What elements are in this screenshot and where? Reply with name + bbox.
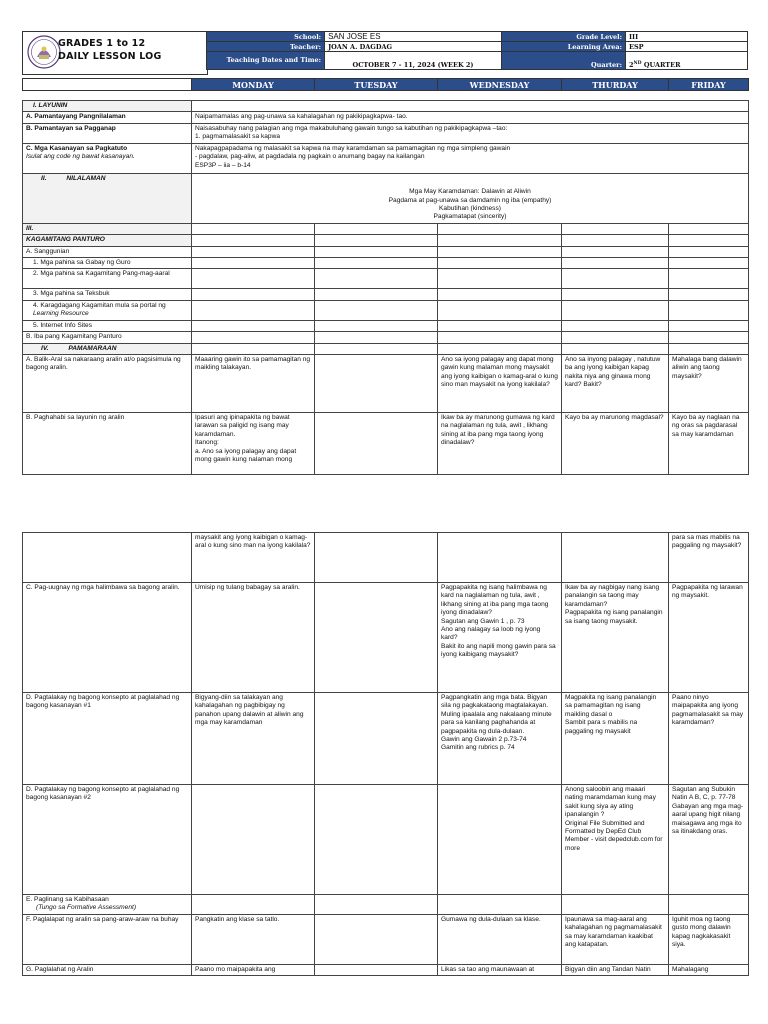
school-value: SAN JOSE ES [325,32,502,42]
kasanayan-note: Isulat ang code ng bawat kasanayan. [26,153,135,161]
pamamaraan-label: PAMAMARAAN [68,344,117,352]
kasanayan-value: Nakapagpapadama ng malasakit sa kapwa na may karamdaman sa pamamagitan ng mga simpleng gawain - pagdalaw, pag-aliw, at pagdadala ng pagkain o anumang bagay na kailangan ESP3P – iia – b-14 [192,143,749,173]
row-a-fri: Mahalaga bang dalawin aliwin ang taong maysakit? [669,355,749,413]
ref-portal-text: 4. Karagdagang Kagamitan mula sa portal ng [33,301,166,309]
row-a-thu: Ano sa inyong palagay , natutuw ba ang iyong kaibigan kapag nakita niya ang ginawa mong kard? Bakit? [562,355,669,413]
row-a-wed: Ano sa iyong palagay ang dapat mong gawin kung malaman mong maysakit ang iyong kaibigan o kamag-aral o kung sino man maysakit na iyong kakilala? [438,355,562,413]
row-d-label: D. Pagtalakay ng bagong konsepto at paglalahad ng bagong kasanayan #1 [23,693,192,785]
area-label: Learning Area: [501,42,625,52]
row-e1-thu: Anong saloobin ang maaari nating maramdaman kung may sakit kung siya ay ating ipanalangin ? Original File Submitted and Formatted by DepEd Club Member - visit depedclub.com for more [562,785,669,895]
ref-kagamitan: 2. Mga pahina sa Kagamitang Pang-mag-aaral [23,269,192,289]
row-f-wed: Gumawa ng dula-dulaan sa klase. [438,915,562,965]
lesson-grid-page-2 [22,532,749,976]
row-f-mon: Pangkatin ang klase sa tatlo. [192,915,315,965]
row-c-label: C. Pag-uugnay ng mga halimbawa sa bagong aralin. [23,583,192,693]
day-header-row [22,78,749,91]
ref-internet: 5. Internet Info Sites [23,320,192,331]
row-c-fri: Pagpapakita ng larawan ng maysakit. [669,583,749,693]
row-c-tue [315,583,438,693]
row-c-thu: Ikaw ba ay nagbigay nang isang panalangin sa taong may karamdaman? Pagpapakita ng isang panalangin sa isang taong maysakit. [562,583,669,693]
row-g-wed: Likas sa tao ang maunawaan at [438,965,562,976]
row-e2-sub: (Tungo sa Formative Assessment) [36,904,137,912]
lesson-log-header [22,31,748,75]
sanggunian-label: A. Sanggunian [23,246,192,257]
grade-value: III [626,32,748,42]
nilalaman-value: Mga May Karamdaman: Dalawin at Aliwin Pagdama at pag-unawa sa damdamin ng iba (empathy) Kabutihan (kindness) Pagkamatapat (sincerity) [192,173,749,223]
kasanayan-label: C. Mga Kasanayan sa Pagkatuto [26,144,128,152]
ibapa-label: B. Iba pang Kagamitang Panturo [23,332,192,343]
dates-value: OCTOBER 7 - 11, 2024 (WEEK 2) [325,52,502,70]
teacher-label: Teacher: [207,42,325,52]
row-e1-mon [192,785,315,895]
day-monday: MONDAY [192,79,315,91]
nilalaman-heading [23,173,192,223]
row-d-mon: Bigyang-diin sa talakayan ang kahalagahan ng pagbibigay ng panahon upang dalawin at aliwin ang mga may karamdaman [192,693,315,785]
row-g-fri: Mahalagang [669,965,749,976]
row-a-mon: Maaaring gawin ito sa pamamagitan ng maikling talakayan. [192,355,315,413]
kagamitan-num: III. [23,223,192,234]
row-e1-tue [315,785,438,895]
row-d-wed: Pagpangkatin ang mga bata. Bigyan sila ng pagkakataong magtalakayan. Muling ipaalala ang nakalaang minute para sa kanilang paghahanda at pagpapakita ng dula-dulaan. Gawin ang Gawain 2 p.73-74 Gamitin ang rubrics p. 74 [438,693,562,785]
row-c-mon: Umisip ng tulang babagay sa aralin. [192,583,315,693]
day-friday: FRIDAY [669,79,749,91]
ref-portal-italic: Learning Resource [33,310,89,318]
quarter-value [626,52,748,70]
grade-label: Grade Level: [501,32,625,42]
pamamaraan-num: IV. [41,344,49,352]
quarter-word: QUARTER [643,61,681,69]
row-g-thu: Bigyan diin ang Tandan Natin [562,965,669,976]
row-f-thu: Ipaunawa sa mag-aaral ang kahalagahan ng pagmamalasakit sa may karamdaman kaakibat ang katapatan. [562,915,669,965]
row-b-label: B. Paghahabi sa layunin ng aralin [23,413,192,475]
kagamitan-heading: KAGAMITANG PANTURO [23,235,192,246]
pangnilalaman-label: A. Pamantayang Pangnilalaman [23,112,192,123]
kasanayan-cell [23,143,192,173]
title-dll: DAILY LESSON LOG [58,51,162,62]
teacher-value: JOAN A. DAGDAG [325,42,502,52]
title-box [22,31,208,75]
lesson-grid-page-1 [22,100,749,475]
cont-fri: para sa mas mabilis na paggaling ng maysakit? [669,533,749,583]
row-f-label: F. Paglalapat ng aralin sa pang-araw-araw na buhay [23,915,192,965]
ref-gabay: 1. Mga pahina sa Gabay ng Guro [23,258,192,269]
title-grades: GRADES 1 to 12 [58,38,146,49]
pamamaraan-heading [23,343,192,354]
cont-mon: maysakit ang iyong kaibigan o kamag-aral o kung sino man na iyong kakilala? [192,533,315,583]
layunin-blank [192,101,749,112]
deped-seal-icon [27,35,61,69]
day-wednesday: WEDNESDAY [438,79,562,91]
quarter-label: Quarter: [501,52,625,70]
row-c-wed: Pagpapakita ng isang halimbawa ng kard na naglalaman ng tula, awit , likhang sining at iba pang mga taong iyong dinadalaw? Sagutan ang Gawin 1 , p. 73 Ano ang nalagay sa loob ng iyong kard? Bakit ito ang napili mong gawin para sa iyong kaibigang maysakit? [438,583,562,693]
row-g-label: G. Paglalahat ng Aralin [23,965,192,976]
row-b-wed: Ikaw ba ay marunong gumawa ng kard na naglalaman ng tula, awit , likhang sining at iba pang mga taong iyong dinadalaw? [438,413,562,475]
nilalaman-num: II. [41,174,47,182]
pagganap-value: Naisasabuhay nang palagian ang mga makabuluhang gawain tungo sa kabutihan ng pakikipagkapwa –tao: 1. pagmamalasakit sa kapwa [192,123,749,143]
row-a-label: A. Balik-Aral sa nakaraang aralin at/o pagsisimula ng bagong aralin. [23,355,192,413]
nilalaman-label: NILALAMAN [66,174,106,182]
row-e2-cell [23,895,192,915]
quarter-num: 2 [629,61,634,69]
row-a-tue [315,355,438,413]
row-f-tue [315,915,438,965]
row-f-fri: Iguhit moa ng taong gusto mong dalawin kapag nagkakasakit siya. [669,915,749,965]
row-e1-wed [438,785,562,895]
row-b-thu: Kayo ba ay marunong magdasal? [562,413,669,475]
row-d-fri: Paano ninyo maipapakita ang iyong pagmamalasakit sa may karamdaman? [669,693,749,785]
row-g-mon: Paano mo maipapakita ang [192,965,315,976]
area-value: ESP [626,42,748,52]
layunin-heading: I. LAYUNIN [23,101,192,112]
row-g-tue [315,965,438,976]
row-d-tue [315,693,438,785]
ref-teksbuk: 3. Mga pahina sa Teksbuk [23,289,192,300]
ref-portal [23,300,192,320]
row-e1-label: D. Pagtalakay ng bagong konsepto at paglalahad ng bagong kasanayan #2 [23,785,192,895]
row-b-mon: Ipasuri ang ipinapakita ng bawat larawan sa paligid ng isang may karamdaman. Itanong: a. Ano sa iyong palagay ang dapat mong gawin kung nalaman mong [192,413,315,475]
pangnilalaman-value: Naipamamalas ang pag-unawa sa kahalagahan ng pakikipagkapwa- tao. [192,112,749,123]
row-e1-fri: Sagutan ang Subukin Natin A B, C, p. 77-78 Gabayan ang mga mag-aaral upang higit nilang maisagawa ang mga ito sa itinakdang oras. [669,785,749,895]
row-b-tue [315,413,438,475]
school-label: School: [207,32,325,42]
day-tuesday: TUESDAY [315,79,438,91]
day-header-blank [23,79,192,91]
row-b-fri: Kayo ba ay naglaan na ng oras sa pagdarasal sa may karamdaman [669,413,749,475]
pagganap-label: B. Pamantayan sa Pagganap [23,123,192,143]
quarter-sup: ND [633,60,642,66]
header-info-grid [206,31,748,70]
row-e2-label: E. Paglinang sa Kabihasaan [26,896,109,903]
dates-label: Teaching Dates and Time: [207,52,325,70]
day-thursday: THURDAY [562,79,669,91]
row-d-thu: Magpakita ng isang panalangin sa pamamagitan ng isang maikling dasal o Sambit para s mabilis na paggaling ng maysakit [562,693,669,785]
